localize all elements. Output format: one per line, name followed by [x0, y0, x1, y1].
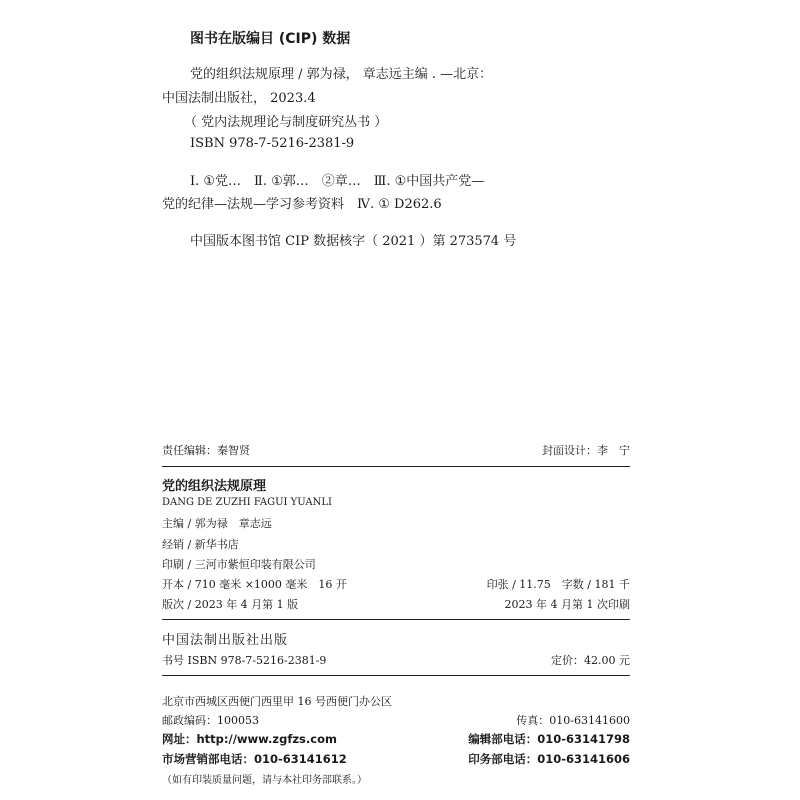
cip-line-subjects: Ⅰ. ①党… Ⅱ. ①郭… ②章… Ⅲ. ①中国共产党— — [190, 174, 485, 189]
chief-editors: 主编 / 郭为禄 章志远 — [162, 517, 272, 530]
price: 定价：42.00 元 — [551, 654, 630, 667]
cip-line-record: 中国版本图书馆 CIP 数据核字（ 2021 ）第 273574 号 — [190, 234, 517, 249]
cip-heading: 图书在版编目 (CIP) 数据 — [190, 31, 351, 47]
edition: 版次 / 2023 年 4 月第 1 版 — [162, 598, 299, 611]
book-title-pinyin: DANG DE ZUZHI FAGUI YUANLI — [162, 497, 332, 508]
editor-credit: 责任编辑：秦智贤 — [162, 444, 250, 457]
distributor: 经销 / 新华书店 — [162, 538, 239, 551]
printing-info: 2023 年 4 月第 1 次印刷 — [504, 598, 630, 611]
editorial-phone: 编辑部电话：010-63141798 — [468, 732, 630, 746]
divider-bottom — [162, 675, 630, 676]
printing-dept-phone: 印务部电话：010-63141606 — [468, 752, 630, 766]
sheets-and-words: 印张 / 11.75 字数 / 181 千 — [486, 578, 630, 591]
cip-line-series: （ 党内法规理论与制度研究丛书 ） — [184, 115, 388, 130]
book-format: 开本 / 710 毫米 ×1000 毫米 16 开 — [162, 578, 347, 591]
fax: 传真：010-63141600 — [516, 714, 630, 727]
divider-top — [162, 466, 630, 467]
book-title: 党的组织法规原理 — [162, 479, 267, 494]
postcode: 邮政编码：100053 — [162, 714, 259, 727]
quality-note: （如有印装质量问题，请与本社印务部联系。） — [162, 775, 367, 786]
cip-line-publisher: 中国法制出版社， 2023.4 — [162, 91, 316, 106]
cip-line-subjects-cont: 党的纪律—法规—学习参考资料 Ⅳ. ① D262.6 — [162, 197, 442, 212]
printer: 印刷 / 三河市紫恒印装有限公司 — [162, 558, 316, 571]
publisher-address: 北京市西城区西便门西里甲 16 号西便门办公区 — [162, 695, 392, 708]
cip-line-isbn: ISBN 978-7-5216-2381-9 — [190, 136, 355, 151]
publisher-name: 中国法制出版社出版 — [162, 633, 289, 648]
website: 网址：http://www.zgfzs.com — [162, 732, 337, 746]
divider-middle — [162, 619, 630, 620]
cover-designer-credit: 封面设计：李 宁 — [542, 444, 630, 457]
cip-line-title: 党的组织法规原理 / 郭为禄， 章志远主编 . —北京： — [190, 67, 493, 82]
isbn-line: 书号 ISBN 978-7-5216-2381-9 — [162, 654, 327, 667]
marketing-phone: 市场营销部电话：010-63141612 — [162, 752, 347, 766]
